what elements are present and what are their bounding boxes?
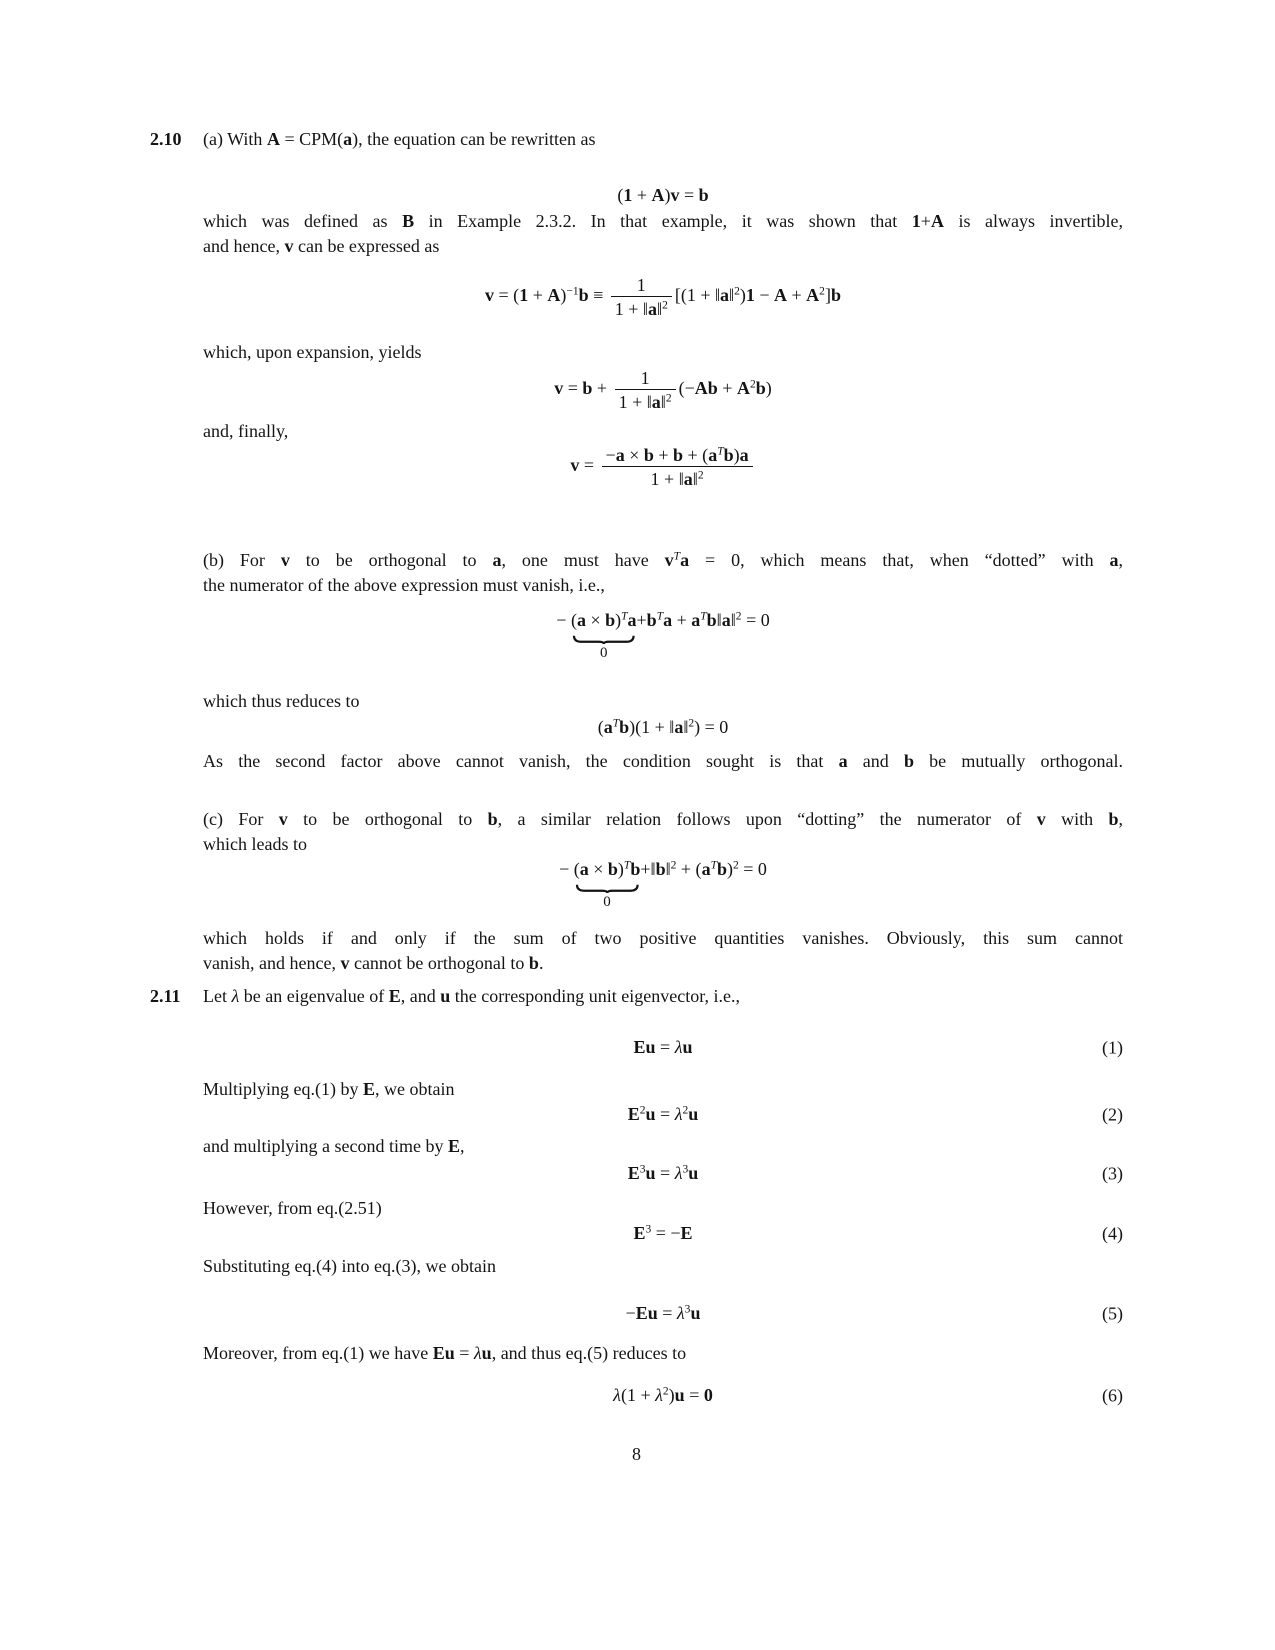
- paragraph-second-factor: [203, 749, 1123, 774]
- equation-5: [203, 1301, 1123, 1326]
- paragraph-moreover: Moreover, from eq.(1) we have Eu = λu, and thus eq.(5) reduces to: [203, 1343, 687, 1363]
- paragraph-reduces: which thus reduces to: [203, 691, 360, 711]
- paragraph-substituting: Substituting eq.(4) into eq.(3), we obtain: [203, 1256, 496, 1276]
- equation-body: v = b + $\frac{1}{1 + ‖a‖^2}$ $(-Ab + A^2b)$: [554, 368, 772, 412]
- paragraph-eigenvalue-intro: Let λ be an eigenvalue of E, and u the corresponding unit eigenvector, i.e.,: [203, 986, 740, 1006]
- text-line: vanish, and hence, v cannot be orthogonal to b.: [203, 953, 544, 973]
- equation-body: − $(a \times b)^Ta$ 0 $+b^Ta$ + $a^Tb‖a‖^2 = 0$: [556, 610, 770, 661]
- paragraph-multiplying: Multiplying eq.(1) by E, we obtain: [203, 1079, 455, 1099]
- problem-body: [150, 984, 1123, 1408]
- problem-body: [150, 127, 1123, 976]
- equation-number: (2): [1102, 1104, 1123, 1124]
- page-number: 8: [632, 1444, 641, 1464]
- equation-number: (4): [1102, 1223, 1123, 1243]
- paragraph-holds: [203, 926, 1123, 976]
- text-line: (c) For v to be orthogonal to b, a similar relation follows upon “dotting” the numerator of v with b,: [203, 809, 1123, 829]
- equation-body: v = $\frac{-a \times b + b + (a^Tb)a}{1 + ‖a‖^2}$: [570, 455, 755, 475]
- equation-body: $v = (1 + A)^{-1}b$ ≡ $\frac{1}{1 + ‖a‖^2}$ [(1 + ‖a‖$^2$)1 − $A + A^2]b$: [485, 275, 841, 319]
- problem-number: 2.10: [150, 129, 182, 149]
- equation-body: $-Eu = \lambda^3u$: [625, 1303, 701, 1323]
- equation-v-inverse: [203, 274, 1123, 320]
- paragraph-expansion: which, upon expansion, yields: [203, 342, 422, 362]
- equation-4: [203, 1221, 1123, 1246]
- text-line: which was defined as B in Example 2.3.2. In that example, it was shown that 1+A is always invertible,: [203, 211, 1123, 231]
- equation-number: (1): [1102, 1037, 1123, 1057]
- equation-body: $E^2u = \lambda^2u$: [627, 1104, 699, 1124]
- equation-v-expanded: [203, 367, 1123, 413]
- paragraph-finally: and, finally,: [203, 421, 289, 441]
- text-line: (b) For v to be orthogonal to a, one must have $v^Ta = 0$, which means that, when “dotted” with a,: [203, 550, 1123, 570]
- equation-atb-condition: [203, 715, 1123, 740]
- equation-body: $E^3 = -E$: [633, 1223, 693, 1243]
- text-line: and hence, v can be expressed as: [203, 236, 440, 256]
- problem-2-10: [150, 127, 1123, 976]
- equation-3: [203, 1161, 1123, 1186]
- equation-2: [203, 1102, 1123, 1127]
- text-line: which leads to: [203, 834, 307, 854]
- equation-body: $\lambda(1 + \lambda^2)u = 0$: [613, 1385, 713, 1405]
- equation-body: Eu = λu: [633, 1037, 693, 1057]
- equation-body: $E^3u = \lambda^3u$: [627, 1163, 699, 1183]
- equation-number: (5): [1102, 1303, 1123, 1323]
- equation-c-vanish: [203, 857, 1123, 914]
- paragraph-part-b: [203, 548, 1123, 598]
- content: [150, 0, 1123, 1467]
- equation-one-plus-A-v: [203, 183, 1123, 208]
- equation-body: $(a^Tb)(1$ + ‖a‖$^2$) = 0: [597, 717, 729, 737]
- equation-v-fraction: [203, 444, 1123, 490]
- paragraph-defined-as-B: [203, 209, 1123, 259]
- equation-number: (3): [1102, 1163, 1123, 1183]
- text-line: As the second factor above cannot vanish, the condition sought is that a and b be mutually orthogonal.: [203, 751, 1123, 771]
- problem-2-11: [150, 984, 1123, 1408]
- equation-numerator-vanish: [203, 608, 1123, 665]
- equation-body: − $(a \times b)^Tb$ 0 +‖b‖$^2$ + $(a^Tb)^2 = 0$: [559, 859, 767, 910]
- equation-body: (1 + A)v = b: [617, 185, 709, 205]
- equation-number: (6): [1102, 1385, 1123, 1405]
- text-line: which holds if and only if the sum of two positive quantities vanishes. Obviously, this sum cannot: [203, 928, 1123, 948]
- equation-6: [203, 1383, 1123, 1408]
- paragraph-part-c: [203, 807, 1123, 857]
- paragraph-second-time: and multiplying a second time by E,: [203, 1136, 465, 1156]
- paragraph-however: However, from eq.(2.51): [203, 1198, 382, 1218]
- paragraph-part-a-intro: (a) With A = CPM(a), the equation can be rewritten as: [203, 129, 596, 149]
- text-line: the numerator of the above expression must vanish, i.e.,: [203, 575, 605, 595]
- equation-1: [203, 1035, 1123, 1060]
- problem-number: 2.11: [150, 986, 181, 1006]
